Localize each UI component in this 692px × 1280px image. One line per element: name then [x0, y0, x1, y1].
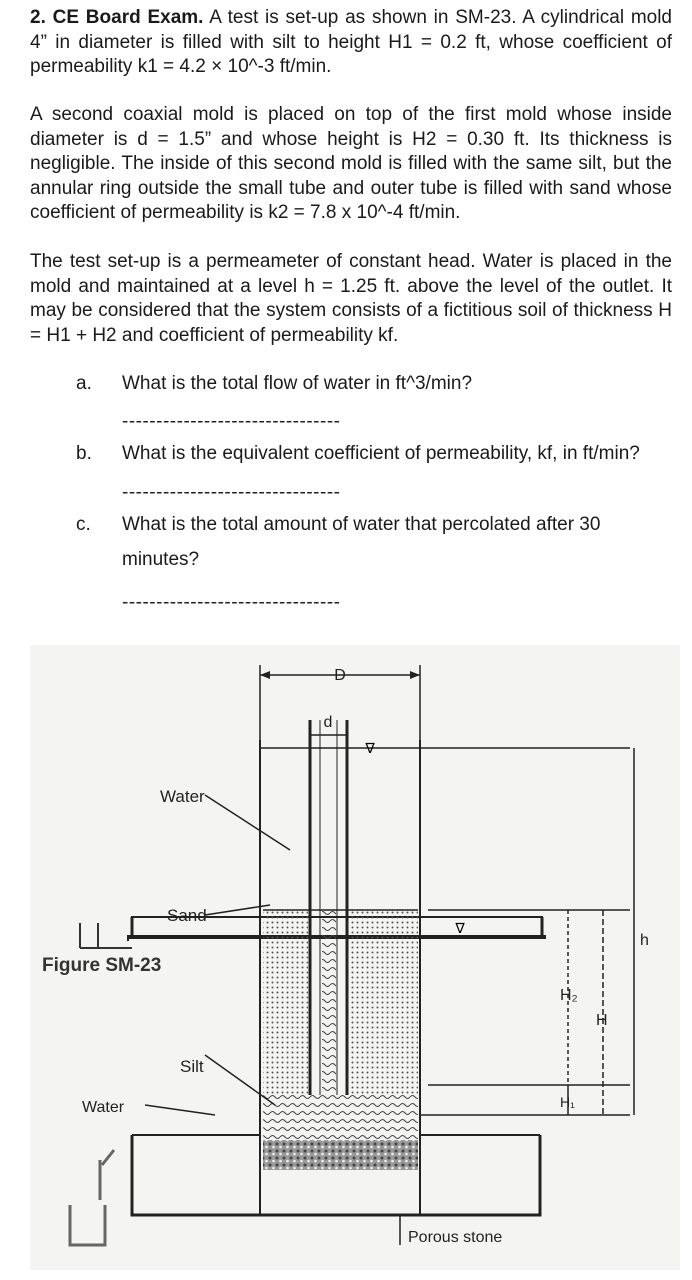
question-a-answer-line: --------------------------------	[122, 411, 341, 432]
silt-label: Silt	[180, 1057, 204, 1076]
outlet-spout	[100, 1150, 114, 1200]
sand-region-left	[263, 910, 308, 1095]
problem-paragraph-2: A second coaxial mold is placed on top of the first mold whose inside diameter is d = 1.5” and whose height is H2 = 0.30 ft. Its thickness is negligible. The inside of this second mold is filled with the same silt, but the annular ring outside the small tube and outer tube is filled with sand whose coefficient of permeability is k2 = 7.8 x 10^-4 ft/min.	[30, 104, 672, 223]
porous-stone	[263, 1140, 418, 1170]
question-c-letter: c.	[76, 514, 91, 535]
bottom-water-symbol: ∇	[455, 920, 465, 936]
overflow-pipe	[80, 923, 132, 948]
question-b-text: What is the equivalent coefficient of permeability, kf, in ft/min?	[122, 443, 640, 464]
question-b-answer-line: --------------------------------	[122, 482, 341, 503]
problem-paragraph-3: The test set-up is a permeameter of constant head. Water is placed in the mold and maintained at a level h = 1.25 ft. above the level of the outlet. It may be considered that the system consists of a fictitious soil of thickness H = H1 + H2 and coefficient of permeability kf.	[30, 251, 672, 346]
D-label: D	[334, 667, 346, 684]
porous-stone-label: Porous stone	[408, 1229, 503, 1246]
outlet-beaker	[70, 1205, 105, 1245]
question-b-letter: b.	[76, 443, 92, 464]
H2-label: H₂	[560, 987, 578, 1004]
problem-paragraph-1	[30, 6, 672, 80]
problem-paragraph-1-text: A test is set-up as shown in SM-23. A cylindrical mold 4” in diameter is filled with silt to height H1 = 0.2 ft, whose coefficient of permeability k1 = 4.2 × 10^-3 ft/min.	[30, 7, 673, 77]
question-a-text: What is the total flow of water in ft^3/min?	[122, 373, 473, 394]
h-label: h	[640, 932, 649, 949]
permeameter-figure	[30, 645, 680, 1270]
question-a-letter: a.	[76, 373, 92, 394]
question-c-text: What is the total amount of water that percolated after 30 minutes?	[122, 514, 601, 570]
problem-number-title: 2. CE Board Exam.	[30, 7, 204, 28]
top-water-symbol: ∇	[365, 740, 375, 756]
sand-region-right	[350, 910, 418, 1095]
silt-inner	[322, 910, 336, 1095]
water-bottom-label: Water	[82, 1099, 125, 1116]
d-label: d	[323, 714, 333, 731]
H1-label: H₁	[560, 1094, 575, 1110]
water-top-label: Water	[160, 787, 205, 806]
figure-caption: Figure SM-23	[42, 955, 162, 976]
permeameter-diagram	[30, 645, 680, 1270]
H-label: H	[596, 1012, 608, 1029]
question-c-answer-line: --------------------------------	[122, 592, 341, 613]
silt-lower	[263, 1095, 418, 1140]
sand-label: Sand	[167, 906, 207, 925]
